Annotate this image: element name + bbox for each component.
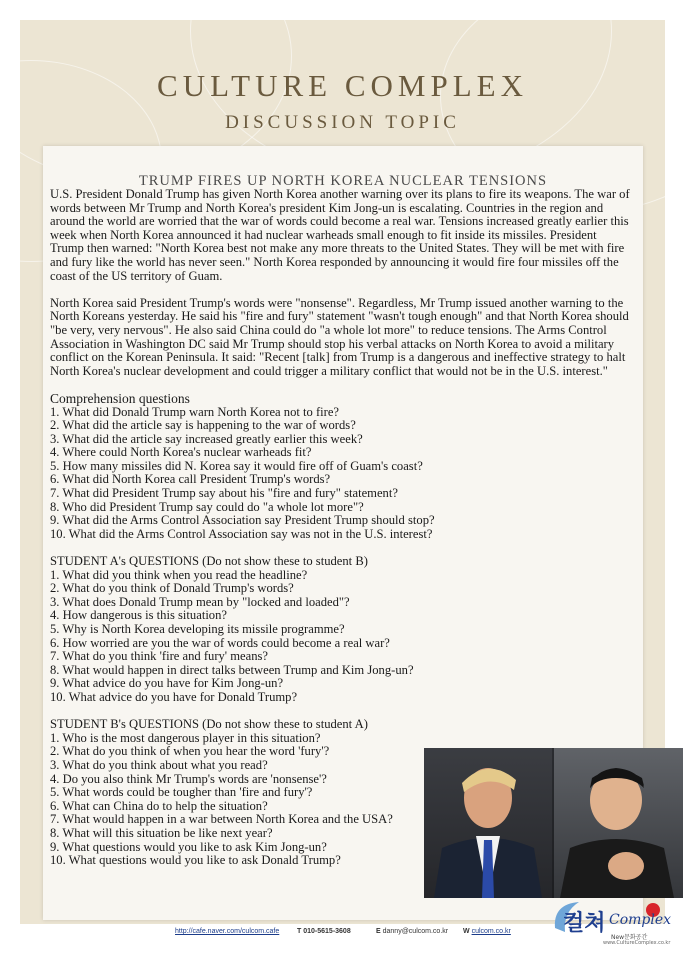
article-title: TRUMP FIRES UP NORTH KOREA NUCLEAR TENSIONS	[138, 173, 548, 189]
kim-photo	[554, 748, 683, 898]
list-item: 5. What words could be tougher than 'fire and fury'?	[50, 785, 313, 800]
culture-complex-logo	[549, 898, 672, 954]
article-paragraph: U.S. President Donald Trump has given North Korea another warning over its plans to fire its weapons. The war of words between Mr Trump and North Korea's president Kim Jong-un is escalating. Countries in the region and around the world are worried that the war of words could become a real war. Tensions increased greatly earlier this week when North Korea announced it had nuclear warheads small enough to fit inside its missiles. President Trump then warned: "North Korea best not make any more threats to the United States. They will be met with fire and fury like the world has never seen." North Korea responded by announcing it would fire four missiles off the coast of the US territory of Guam.	[50, 187, 630, 283]
list-item: 6. What can China do to help the situation?	[50, 798, 268, 813]
logo-korean: 컬쳐	[563, 911, 606, 936]
student-a-heading: STUDENT A's QUESTIONS (Do not show these to student B)	[50, 554, 368, 569]
list-item: 8. Who did President Trump say could do "a whole lot more"?	[50, 499, 364, 514]
list-item: 3. What did the article say increased greatly earlier this week?	[50, 431, 363, 446]
list-item: 10. What did the Arms Control Association say was not in the U.S. interest?	[50, 526, 433, 541]
list-item: 7. What did President Trump say about his "fire and fury" statement?	[50, 486, 398, 501]
list-item: 6. How worried are you the war of words could become a real war?	[50, 635, 390, 650]
web-link[interactable]: culcom.co.kr	[471, 928, 511, 935]
student-a-list	[50, 569, 630, 705]
list-item: 5. Why is North Korea developing its missile programme?	[50, 622, 345, 636]
email-address[interactable]: danny@culcom.co.kr	[382, 928, 449, 935]
list-item: 1. What did you think when you read the headline?	[50, 567, 308, 582]
leaders-photo	[424, 748, 683, 898]
logo-tagline: New문화공간	[611, 934, 648, 941]
list-item: 1. Who is the most dangerous player in this situation?	[50, 730, 321, 745]
list-item: 8. What will this situation be like next year?	[50, 825, 273, 840]
list-item: 10. What advice do you have for Donald Trump?	[50, 689, 298, 704]
list-item: 9. What advice do you have for Kim Jong-un?	[50, 676, 284, 691]
footer-phone	[297, 928, 351, 935]
list-item: 2. What did the article say is happening to the war of words?	[50, 418, 356, 433]
list-item: 9. What did the Arms Control Association say President Trump should stop?	[50, 513, 435, 528]
list-item: 6. What did North Korea call President Trump's words?	[50, 472, 331, 487]
list-item: 7. What would happen in a war between North Korea and the USA?	[50, 812, 393, 827]
article-paragraph: North Korea said President Trump's words were "nonsense". Regardless, Mr Trump issued another warning to the North Koreans yesterday. He said his "fire and fury" statement "wasn't tough enough" and that North Korea should "be very, very nervous". He also said China could do "a whole lot more" to reduce tensions. The Arms Control Association in Washington DC said Mr Trump should stop his verbal attacks on North Korea to avoid a military conflict on the Korean Peninsula. It said: "Recent [talk] from Trump is a dangerous and ineffective strategy to halt North Korea's nuclear development and could trigger a military conflict that would not be in the U.S. interest."	[50, 295, 629, 378]
list-item: 9. What questions would you like to ask Kim Jong-un?	[50, 839, 327, 854]
list-item: 3. What does Donald Trump mean by "locked and loaded"?	[50, 594, 350, 609]
web-label: W	[463, 928, 470, 935]
phone-number: 010-5615-3608	[303, 928, 351, 935]
brand-subtitle: DISCUSSION TOPIC	[225, 112, 460, 133]
list-item: 3. What do you think about what you read?	[50, 757, 268, 772]
list-item: 5. How many missiles did N. Korea say it would fire off of Guam's coast?	[50, 458, 423, 473]
list-item: 8. What would happen in direct talks between Trump and Kim Jong-un?	[50, 662, 414, 677]
list-item: 2. What do you think of when you hear the word 'fury'?	[50, 744, 330, 759]
list-item: 10. What questions would you like to ask Donald Trump?	[50, 853, 341, 868]
list-item: 4. Do you also think Mr Trump's words are 'nonsense'?	[50, 771, 327, 786]
footer-web	[463, 928, 511, 935]
email-label: E	[376, 928, 381, 935]
trump-photo	[424, 748, 552, 898]
footer-email	[376, 928, 448, 935]
logo-site: www.CultureComplex.co.kr	[603, 940, 671, 946]
footer-cafe-link[interactable]: http://cafe.naver.com/culcom.cafe	[175, 928, 280, 935]
list-item: 4. Where could North Korea's nuclear warheads fit?	[50, 445, 312, 460]
comprehension-list	[50, 406, 630, 542]
list-item: 2. What do you think of Donald Trump's words?	[50, 581, 294, 596]
phone-label: T	[297, 928, 302, 935]
list-item: 7. What do you think 'fire and fury' means?	[50, 649, 268, 664]
brand-title: CULTURE COMPLEX	[157, 68, 528, 103]
list-item: 1. What did Donald Trump warn North Korea not to fire?	[50, 404, 340, 419]
list-item: 4. How dangerous is this situation?	[50, 608, 227, 623]
logo-latin: Complex	[609, 912, 672, 928]
student-b-heading: STUDENT B's QUESTIONS (Do not show these to student A)	[50, 717, 368, 732]
comprehension-heading: Comprehension questions	[50, 390, 190, 406]
